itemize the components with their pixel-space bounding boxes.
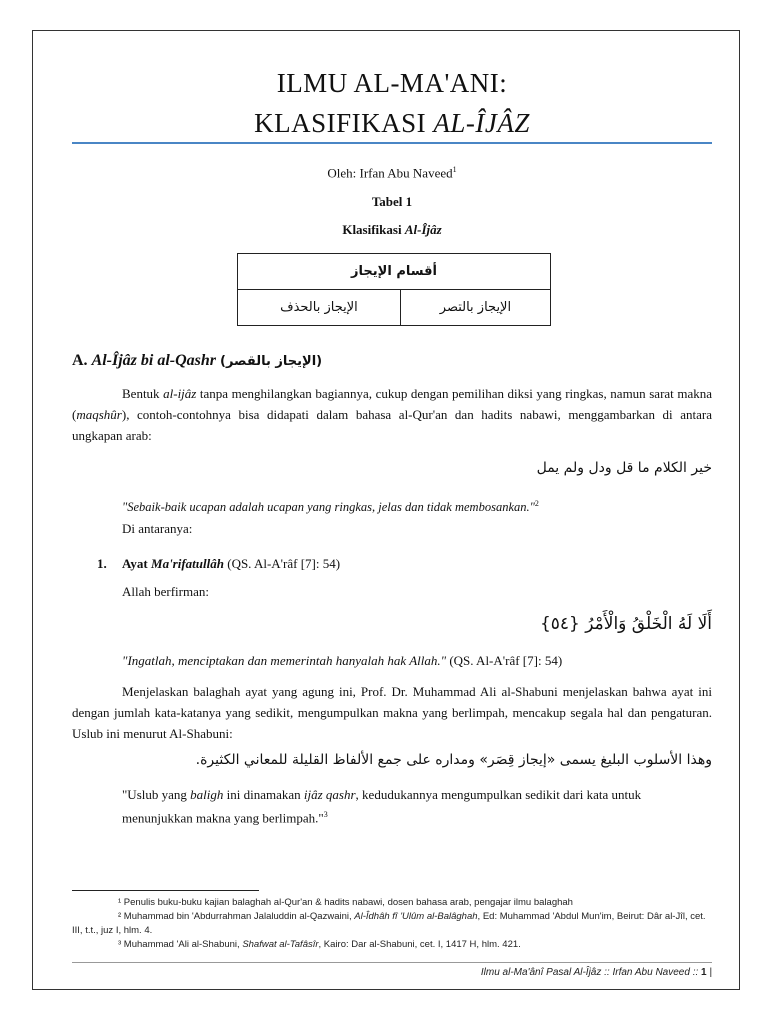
title-underline [72, 142, 712, 144]
table-cell-qashr: الإيجاز بالتصر [400, 290, 550, 326]
fn2-part-c: , Ed: Muhammad 'Abdul Mun'im, Beirut: Dâr al-Jîl, cet. III, t.t., juz I, hlm. 4. [72, 911, 706, 936]
p1-term-maqshur: maqshûr [76, 407, 122, 422]
quote-translation-1 [122, 494, 712, 517]
section-title-italic: Al-Îjâz bi al-Qashr [91, 352, 217, 369]
title-line-2-italic: AL-ÎJÂZ [433, 108, 530, 138]
title-line-1: ILMU AL-MA'ANI: [276, 68, 508, 98]
quran-verse-arabic: أَلَا لَهُ الْخَلْقُ وَالْأَمْرُ {٥٤} [539, 614, 712, 634]
footnote-2 [72, 910, 712, 938]
footnote-3 [72, 938, 712, 952]
table-number: Tabel 1 [371, 194, 413, 209]
table-header-cell: أقسام الإيجاز [238, 254, 551, 290]
byline-text: Oleh: Irfan Abu Naveed [327, 165, 453, 181]
paragraph-2: Menjelaskan balaghah ayat yang agung ini, Prof. Dr. Muhammad Ali al-Shabuni menjelaskan bahwa ayat ini dengan jumlah kata-katanya yang sedikit, mengumpulkan makna yang berlimpah, mencakup segala hal dan pengaturan. Uslub ini menurut Al-Shabuni: [72, 684, 712, 741]
footnote-1: ¹ Penulis buku-buku kajian balaghah al-Qur'an & hadits nabawi, dosen bahasa arab, pengajar ilmu balaghah [118, 897, 573, 908]
footer-text: Ilmu al-Ma'ânî Pasal Al-Îjâz :: Irfan Abu Naveed :: [480, 967, 699, 978]
footnote-ref-3[interactable]: 3 [323, 810, 328, 819]
title-line-2 [72, 106, 712, 140]
quote3-term-baligh: baligh [190, 787, 224, 802]
footnotes [72, 896, 712, 952]
fn2-book-title: Al-Îdhâh fî 'Ulûm al-Balâghah [354, 911, 478, 922]
item-number: 1. [97, 556, 107, 571]
footnote-separator [72, 890, 259, 891]
quote-translation-3 [122, 785, 712, 828]
table-cell-hadzf: الإيجاز بالحذف [238, 290, 401, 326]
section-prefix: A. [72, 352, 92, 369]
paragraph-1 [72, 383, 712, 446]
item-label-italic: Ma'rifatullâh [151, 556, 224, 571]
section-heading-a [72, 352, 322, 370]
footer-separator [72, 962, 712, 963]
item-label-a: Ayat [122, 556, 152, 571]
quote3-part-e: , kedudukannya mengumpulkan sedikit dari kata untuk menunjukkan makna yang berlimpah." [122, 787, 642, 826]
fn2-part-a: ² Muhammad bin 'Abdurrahman Jalaluddin al-Qazwaini, [118, 911, 355, 922]
page-number: 1 [701, 967, 707, 978]
fn3-book-title: Shafwat al-Tafâsîr [242, 939, 319, 950]
quote3-term-ijaz-qashr: ijâz qashr [303, 787, 356, 802]
quote1-text: "Sebaik-baik ucapan adalah ucapan yang ringkas, jelas dan tidak membosankan." [122, 500, 535, 515]
p1-part-a: Bentuk [122, 386, 164, 401]
footnote-ref-1[interactable]: 1 [452, 165, 457, 174]
classification-table [237, 253, 551, 326]
table-caption-plain: Klasifikasi [342, 222, 405, 237]
list-item-1 [97, 556, 340, 572]
fn3-part-c: , Kairo: Dar al-Shabuni, cet. I, 1417 H, hlm. 421. [318, 939, 521, 950]
table-caption [72, 222, 712, 238]
document-title [72, 60, 712, 140]
arabic-explanation: وهذا الأسلوب البليغ يسمى «إيجاز قِصَر» ومداره على جمع الألفاظ القليلة للمعاني الكثيرة. [195, 752, 712, 768]
allah-berfirman-text: Allah berfirman: [122, 584, 209, 599]
arabic-saying: خير الكلام ما قل ودل ولم يمل [536, 460, 712, 476]
p1-part-e: ), contoh-contohnya bisa didapati dalam bahasa al-Qur'an dan hadits nabawi, menggambarkan di antara ungkapan arab: [72, 407, 712, 443]
table-caption-italic: Al-Îjâz [404, 222, 442, 237]
quote3-part-a: "Uslub yang [122, 787, 191, 802]
quote3-part-c: ini dinamakan [223, 787, 304, 802]
fn3-part-a: ³ Muhammad 'Ali al-Shabuni, [118, 939, 243, 950]
p1-term-al-ijaz: al-ijâz [163, 386, 197, 401]
p1-part-c: tanpa menghilangkan bagiannya, cukup dengan pemilihan diksi yang ringkas, namun sarat makna ( [72, 386, 712, 422]
title-line-2-plain: KLASIFIKASI [254, 108, 434, 138]
section-title-arabic: (الإيجاز بالقصر) [220, 354, 323, 369]
quote-translation-2 [122, 651, 712, 670]
item-reference: (QS. Al-A'râf [7]: 54) [223, 556, 341, 571]
di-antaranya-text: Di antaranya: [122, 521, 193, 536]
footnote-ref-2[interactable]: 2 [534, 499, 539, 508]
quote2-reference: (QS. Al-A'râf [7]: 54) [446, 653, 563, 668]
quote2-italic: "Ingatlah, menciptakan dan memerintah hanyalah hak Allah." [122, 653, 447, 668]
page-footer: Ilmu al-Ma'ânî Pasal Al-Îjâz :: Irfan Abu Naveed :: 1 | [480, 967, 712, 978]
author-byline [72, 165, 712, 181]
